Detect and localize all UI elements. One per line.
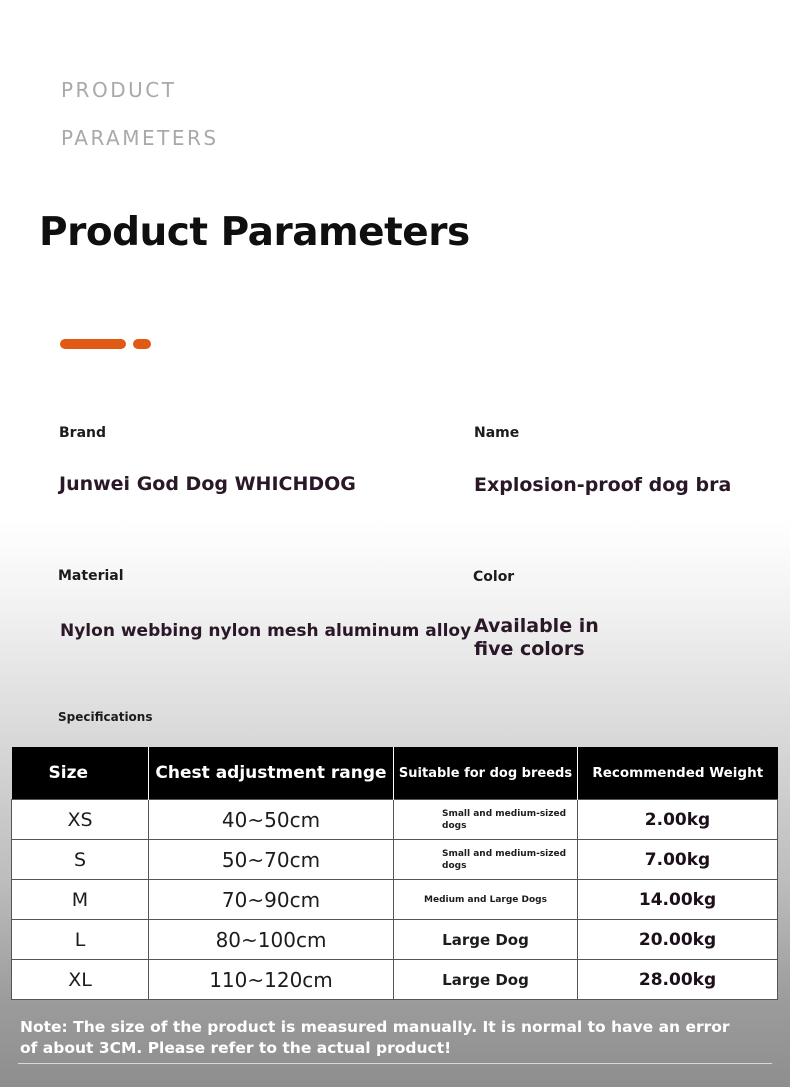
accent-dash-long bbox=[60, 339, 126, 349]
cell-chest: 70~90cm bbox=[149, 880, 394, 920]
cell-size: XL bbox=[12, 960, 149, 1000]
brand-value: Junwei God Dog WHICHDOG bbox=[59, 473, 356, 495]
name-value: Explosion-proof dog bra bbox=[474, 474, 732, 496]
header-size: Size bbox=[12, 747, 149, 800]
color-value-line2: five colors bbox=[474, 638, 585, 660]
cell-breed: Medium and Large Dogs bbox=[394, 880, 578, 920]
cell-weight: 2.00kg bbox=[578, 800, 778, 840]
header-breed: Suitable for dog breeds bbox=[394, 747, 578, 800]
cell-weight: 7.00kg bbox=[578, 840, 778, 880]
header-weight: Recommended Weight bbox=[578, 747, 778, 800]
cell-chest: 40~50cm bbox=[149, 800, 394, 840]
cell-breed: Large Dog bbox=[394, 920, 578, 960]
cell-breed: Large Dog bbox=[394, 960, 578, 1000]
cell-chest: 50~70cm bbox=[149, 840, 394, 880]
eyebrow-parameters: PARAMETERS bbox=[61, 126, 219, 150]
table-row bbox=[12, 880, 778, 920]
cell-size: S bbox=[12, 840, 149, 880]
color-value-line1: Available in bbox=[474, 615, 599, 637]
material-label: Material bbox=[58, 568, 124, 584]
cell-weight: 28.00kg bbox=[578, 960, 778, 1000]
size-table bbox=[11, 747, 778, 1000]
header-chest: Chest adjustment range bbox=[149, 747, 394, 800]
material-value: Nylon webbing nylon mesh aluminum alloy bbox=[60, 621, 472, 641]
cell-size: XS bbox=[12, 800, 149, 840]
table-row bbox=[12, 840, 778, 880]
accent-dash-short bbox=[133, 339, 151, 349]
specifications-label: Specifications bbox=[58, 710, 153, 724]
cell-weight: 20.00kg bbox=[578, 920, 778, 960]
table-row bbox=[12, 800, 778, 840]
bottom-divider bbox=[18, 1063, 772, 1064]
cell-chest: 80~100cm bbox=[149, 920, 394, 960]
table-row bbox=[12, 920, 778, 960]
color-value bbox=[474, 615, 599, 661]
eyebrow-product: PRODUCT bbox=[61, 78, 177, 102]
measurement-note: Note: The size of the product is measured manually. It is normal to have an error of about 3CM. Please refer to the actual product! bbox=[20, 1018, 730, 1057]
brand-label: Brand bbox=[59, 425, 107, 441]
page-title: Product Parameters bbox=[39, 210, 470, 255]
color-label: Color bbox=[473, 569, 515, 585]
table-row bbox=[12, 960, 778, 1000]
divider bbox=[18, 681, 772, 682]
cell-weight: 14.00kg bbox=[578, 880, 778, 920]
cell-size: L bbox=[12, 920, 149, 960]
name-label: Name bbox=[474, 425, 520, 441]
cell-size: M bbox=[12, 880, 149, 920]
cell-breed: Small and medium-sized dogs bbox=[394, 800, 578, 840]
table-header-row bbox=[12, 747, 778, 800]
cell-breed: Small and medium-sized dogs bbox=[394, 840, 578, 880]
cell-chest: 110~120cm bbox=[149, 960, 394, 1000]
